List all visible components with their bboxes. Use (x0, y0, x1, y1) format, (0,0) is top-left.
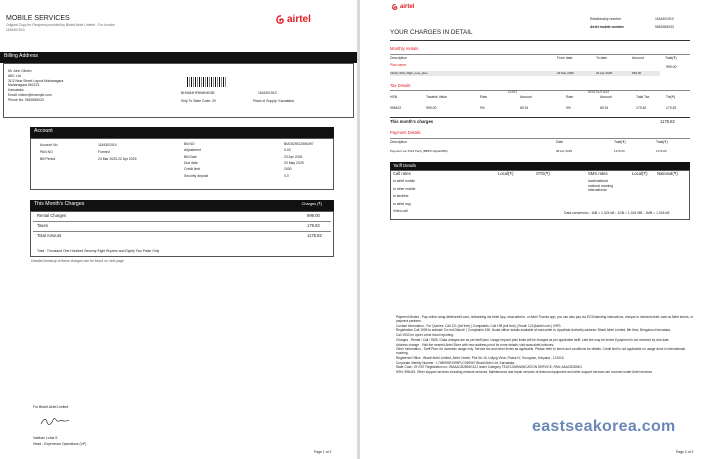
charge-label: Taxes (37, 223, 48, 228)
tax-row-cell: 89.91 (600, 106, 609, 110)
plan-name-label: Plan name (390, 63, 407, 67)
plan-row-cell: Infinity 999_30gb_new_plan (390, 70, 428, 75)
signer-role: Head - Experience Operations (VP) (33, 442, 87, 446)
tax-row-cell: 9% (480, 106, 485, 110)
account-field-label: Bill NO (184, 142, 195, 146)
account-field-value: 23 Mar 2025-22 Apr 2025 (98, 157, 137, 161)
account-field-value: 1184301910 (98, 143, 117, 147)
payment-row-cell: 1179.00 (614, 149, 625, 153)
month-charges-value: 1178.82 (660, 119, 675, 124)
terms-note: Charges - Rental / Call / SMS / Data charges are as per tariff plan. Usage beyond plan limits will be charged as per applicable tariff. Late fee may be levied if payment is not received by due date. (396, 337, 670, 342)
rentals-rule (390, 54, 690, 55)
terms-note: Other Information - Tariff Plan: for domestic usage only. Service tax and other levies as applicable. Please refer to terms and conditions for details. Credit limit is not applicable on usage done in international roaming. (396, 347, 685, 356)
page-number-2: Page 2 of 2 (676, 450, 694, 454)
tax-details-label: Tax Details (390, 83, 411, 88)
plan-total: 999.00 (666, 65, 677, 69)
address-line: Mahanagara 562123 (8, 83, 40, 88)
charge-row-divider (33, 231, 331, 232)
place-of-supply: Place of Supply: Karnataka (253, 99, 294, 103)
airtel-logo-text: airtel (287, 14, 311, 25)
amount-in-words: Total : Thousand One Hundred Seventy Eight Rupees and Eighty Two Paise Only (37, 249, 160, 253)
billing-address-box (3, 63, 354, 118)
charges-detail-title: YOUR CHARGES IN DETAIL (390, 29, 473, 36)
invoice-page-1 (0, 0, 357, 459)
charge-value: 1178.82 (307, 233, 322, 238)
tax-row-cell: 999.00 (426, 106, 437, 110)
airtel-logo-icon (276, 15, 285, 24)
terms-note: Address change - Visit the nearest Airtel Store with new address proof for more details; visit www.airtel.in/stores. (396, 342, 555, 347)
payment-row-cell: 1179.00 (656, 149, 667, 153)
tax-rule (390, 90, 690, 91)
account-field-value: 0.00 (284, 148, 291, 153)
terms-note: Registered Office - Bharti Airtel Limited, Airtel Center, Plot No 16, Udyog Vihar, Phase IV, Gurugram, Haryana - 122015. (396, 356, 565, 360)
charge-value: 999.00 (307, 213, 320, 218)
data-conversion: Data conversion : 1kB = 1,024 kB ; 1GB = 1,024 MB ; 1MB = 1,024 kB (564, 211, 670, 215)
tariff-column-header: Local(₹) (632, 171, 648, 176)
rental-column-header: Amount (632, 56, 644, 60)
page-subtitle: Original Copy for Recipient provided by Bharti Airtel Limited - For Invoice (6, 23, 115, 27)
signer-name: Vaibhav Lohia S. (33, 436, 59, 440)
page-title: MOBILE SERVICES (6, 15, 70, 22)
payment-column-header: Total(₹) (656, 140, 668, 144)
tariff-call-rate-row: to landline (393, 194, 409, 198)
detail-note: Detailed breakup of these charges can be found on next page (31, 259, 124, 263)
terms-note: Registration Call 1909 to activate 'Do not Disturb' | Complaints 198. Nodal officer details available at www.airtel.in; Appellate Authority address: Bharti Airtel Limited, 6th floor, Bengaluru Karnataka. (396, 328, 671, 333)
plan-row-cell: 999.00 (632, 70, 642, 75)
account-field-label: Bill Date (184, 154, 197, 159)
rental-column-header: To date (596, 56, 608, 60)
payment-rule (390, 138, 690, 139)
charge-label: Rental Charges (37, 213, 67, 218)
charges-column-label: Charges (₹) (301, 202, 322, 206)
for-company: For Bharti Airtel Limited (33, 405, 69, 409)
account-field-label: Security deposit (184, 173, 209, 178)
tax-column-header: Tot(₹) (666, 95, 675, 99)
charge-value: 179.82 (307, 223, 320, 228)
tax-row-cell: 179.82 (666, 106, 677, 110)
account-field-label: Account No (40, 143, 58, 147)
barcode (187, 77, 227, 87)
barcode-code: 1184301910 (258, 91, 277, 95)
charges-header (30, 200, 334, 211)
account-field-label: Due date (184, 160, 198, 165)
tariff-sms-rate-row: local/national (588, 179, 608, 183)
tariff-sms-rate-row: national roaming (588, 183, 614, 188)
tariff-column-header: STD(₹) (536, 171, 550, 176)
charges-title: This Month's Charges (34, 201, 85, 207)
tariff-sms-rate-row: international (588, 188, 607, 192)
mobile-label: Airtel mobile number (590, 25, 624, 29)
terms-note: State Code: 29 GST Registration no: 29AAACB2894G1ZJ under Category TELECOMMUNICATION SERVICE; PAN: AAACB2894G. (396, 365, 583, 370)
plan-row-bg (390, 71, 660, 76)
tariff-header: Tariff Details (390, 162, 690, 170)
plan-row-cell: 23 Mar 2025 (557, 70, 574, 75)
relationship-label: Relationship number (590, 17, 622, 21)
address-line: 31/2 New Street Layout Mahanagara (8, 78, 64, 83)
account-field-value: 2000 (284, 167, 292, 172)
tax-column-header: HSN (390, 95, 398, 99)
tax-column-header: Taxable Value (426, 95, 448, 99)
tariff-call-rate-row: to other mobile (393, 186, 416, 191)
tariff-column-header: National(₹) (657, 171, 678, 176)
payment-column-header: Description (390, 140, 407, 144)
tariff-call-rate-row: Video call (393, 209, 408, 213)
month-charges-label: This month's charges (390, 119, 434, 124)
terms-note: Payment Modes - Pay online using debit/credit card, netbanking via Airtel App, www.airtel.in, or Airtel Thanks app; you can also pay via ECS/standing instructions, cheque or demand draft, cash at Airtel stores, or payment partners. (396, 315, 694, 324)
payment-row-cell: Payment via Third Party (BBPS Digital/IBS) (390, 149, 448, 153)
ship-to-state: Ship To State Code: 29 (181, 99, 216, 103)
airtel-logo (276, 14, 311, 25)
account-field-label: Bill Period (40, 157, 56, 161)
signature-image (40, 417, 70, 426)
relationship-value: 1184301910 (655, 17, 674, 21)
monthly-rentals-label: Monthly rentals (390, 46, 419, 51)
invoice-page-2 (360, 0, 717, 459)
terms-note: Corporate Identity Number : L74899HR1995PLC095967 Bharti Airtel Ltd, Karnataka. (396, 360, 516, 365)
billing-address-header: Billing Address (0, 52, 357, 63)
account-field-label: Adjustment (184, 148, 201, 153)
account-field-value: 0.0 (284, 173, 289, 178)
payment-details-label: Payment Details (390, 130, 421, 135)
tariff-column-header: Call rates (393, 171, 411, 176)
payment-column-header: Total(₹) (614, 140, 626, 144)
tax-row-cell: 9% (566, 106, 571, 110)
terms-note: Call 1930 for cyber crime fraud reporting. (396, 333, 454, 338)
charge-row-divider (33, 221, 331, 222)
terms-note: HSN: 998419. Other support services including network services. Maintenance and repair services of telecom equipment and other support services are covered under Airtel services. (396, 370, 653, 375)
terms-notes (396, 315, 696, 375)
plan-row-cell: 22 Apr 2025 (596, 70, 613, 75)
rental-column-header: From date (557, 56, 573, 60)
charge-label: Total Amount (37, 233, 62, 238)
tax-group-label: SGST/UTGST (588, 90, 610, 94)
tax-row-cell: 998422 (390, 106, 402, 110)
address-line: ABC Ltd (8, 73, 21, 78)
airtel-logo-small-text: airtel (400, 4, 415, 10)
tax-row-cell: 89.91 (520, 106, 529, 110)
watermark-text: eastseakorea.com (532, 418, 676, 435)
tax-column-header: Rate (480, 95, 488, 99)
account-header: Account (30, 127, 334, 138)
account-field-label: Credit limit (184, 167, 201, 172)
month-charges-rule (390, 117, 690, 118)
account-number-top: 1184301910 (6, 28, 25, 32)
account-field-value: Formed (98, 150, 110, 154)
address-line: Email: citizen@example.com (8, 93, 52, 97)
mobile-value: 9663355033 (655, 25, 674, 29)
tax-column-header: Total Tax (636, 95, 650, 99)
address-line: Phone No: 9663355033 (8, 97, 44, 102)
account-field-value: 03 May 2025 (284, 160, 304, 165)
tax-column-header: Amount (600, 95, 612, 99)
rental-column-header: Total(₹) (665, 56, 677, 60)
airtel-logo-small-icon (392, 4, 398, 10)
payment-column-header: Date (556, 140, 564, 144)
page-number-1: Page 1 of 2 (314, 450, 332, 454)
tax-row-cell: 179.82 (636, 106, 647, 110)
account-field-label: PAN NO (40, 150, 53, 154)
tariff-column-header: SMS rates (588, 171, 608, 176)
tax-column-header: Amount (520, 95, 532, 99)
title-rule (390, 40, 690, 41)
tax-column-header: Rate (566, 95, 574, 99)
airtel-logo-small (392, 4, 414, 10)
terms-note: Contact information - For Queries: Call 121 (toll free) | Complaints: Call 198 (toll free) | Email: 121@airtel.com | IVRS. (396, 323, 562, 328)
tariff-call-rate-row: to airtel usg (393, 201, 411, 206)
tariff-call-rate-row: to airtel mobile (393, 179, 416, 183)
account-field-value: BM2529012556397 (284, 142, 314, 146)
address-line: Karnataka (8, 88, 24, 93)
address-line: Mr John Citizen (8, 69, 32, 73)
payment-row-cell: 08 Apr 2025 (556, 149, 573, 153)
barcode-text: BH0484HF8H8H4E8E (181, 91, 215, 95)
account-field-value: 23 Apr 2025 (284, 154, 303, 159)
tax-group-label: CGST (508, 90, 518, 94)
tariff-column-header: Local(₹) (498, 171, 514, 176)
rental-column-header: Description (390, 56, 407, 60)
